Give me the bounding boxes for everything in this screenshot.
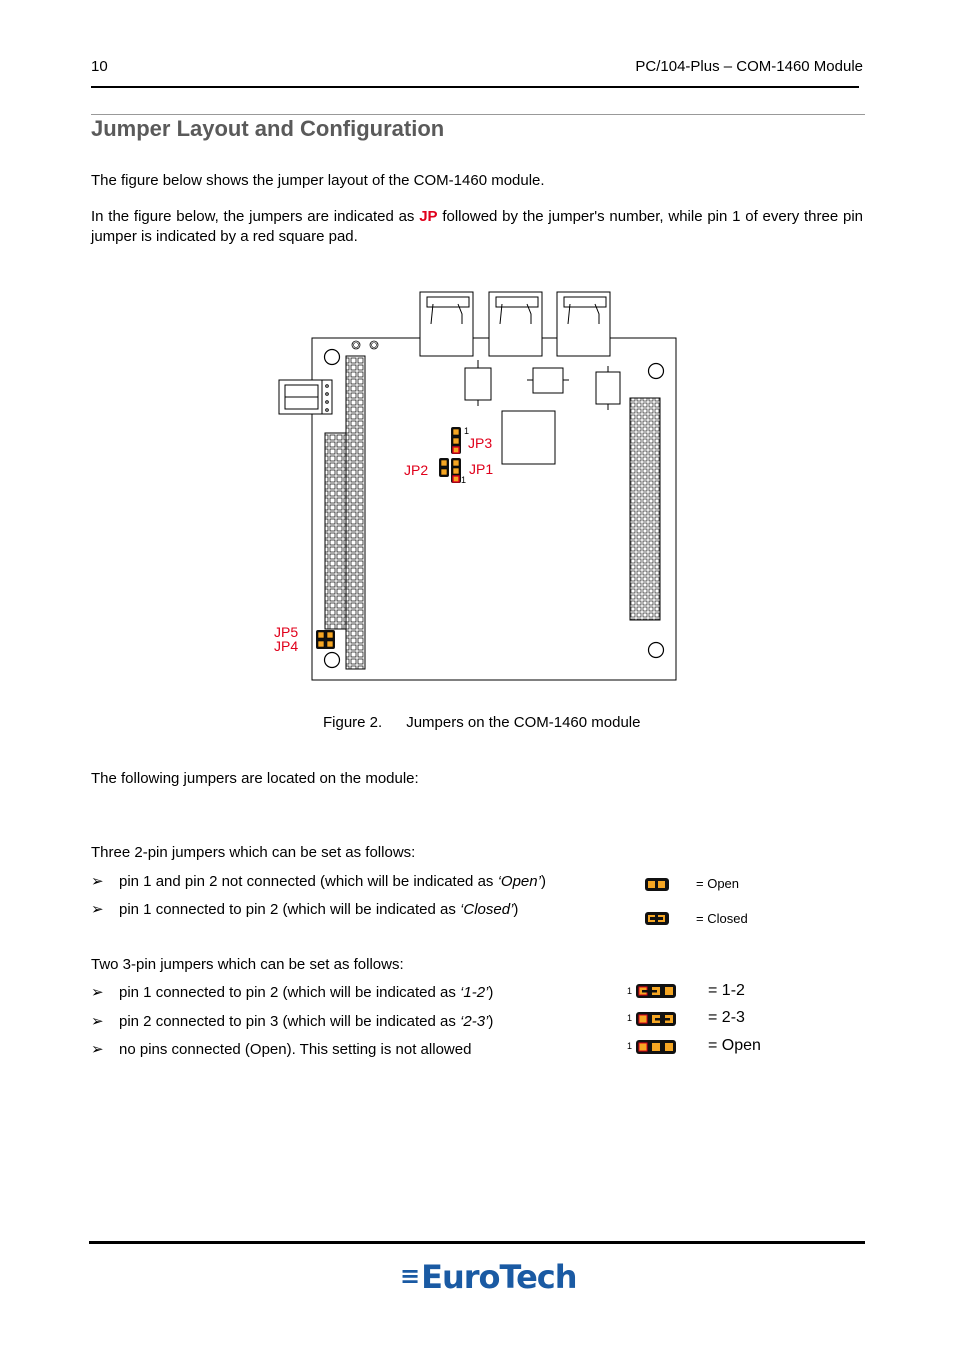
legend-1-2: = 1-2 xyxy=(708,982,745,999)
jp4-label: JP4 xyxy=(274,638,299,654)
pc104-connector-j1 xyxy=(346,356,365,669)
list-item: ➢ no pins connected (Open). This setting is not allowed xyxy=(91,1041,472,1058)
intro-paragraph: The figure below shows the jumper layout of the COM-1460 module. xyxy=(91,172,545,189)
list-item: ➢ pin 2 connected to pin 3 (which will be indicated as ‘2-3’) xyxy=(91,1013,494,1030)
list-item: ➢ pin 1 connected to pin 2 (which will be indicated as ‘Closed’) xyxy=(91,901,519,918)
three-pin-intro: Two 3-pin jumpers which can be set as follows: xyxy=(91,956,404,973)
pc104-connector-j2 xyxy=(325,433,346,629)
pci-connector xyxy=(630,398,660,620)
section-rule xyxy=(91,114,865,115)
jumper-jp4-jp5 xyxy=(316,630,335,649)
jumper-jp1 xyxy=(451,458,461,483)
jp1-pin1-label: 1 xyxy=(461,475,467,485)
document-title: PC/104-Plus – COM-1460 Module xyxy=(635,58,863,75)
pin1-marker: 1 xyxy=(627,1041,633,1051)
following-jumpers-text: The following jumpers are located on the module: xyxy=(91,770,419,787)
list-item: ➢ pin 1 and pin 2 not connected (which will be indicated as ‘Open’) xyxy=(91,873,546,890)
board-outline xyxy=(312,338,676,680)
jp3-label: JP3 xyxy=(468,435,493,451)
power-connector xyxy=(279,380,332,414)
two-pin-intro: Three 2-pin jumpers which can be set as follows: xyxy=(91,844,416,861)
jumper-1-2-icon xyxy=(636,984,676,998)
legend-2-3: = 2-3 xyxy=(708,1009,745,1026)
figure-caption: Figure 2. Jumpers on the COM-1460 module xyxy=(323,714,641,731)
jp5-label: JP5 xyxy=(274,624,299,640)
jumper-jp3 xyxy=(451,427,461,454)
usb-connectors xyxy=(420,292,610,356)
jumper-open-3pin-icon xyxy=(636,1040,676,1054)
legend-closed: = Closed xyxy=(696,911,748,926)
header-rule xyxy=(91,86,859,88)
list-item: ➢ pin 1 connected to pin 2 (which will be indicated as ‘1-2’) xyxy=(91,984,494,1001)
board-diagram xyxy=(270,285,690,685)
legend-open: = Open xyxy=(696,876,740,891)
two-pin-legend-icons xyxy=(644,877,674,927)
jumper-2-3-icon xyxy=(636,1012,676,1026)
footer-rule xyxy=(89,1241,865,1244)
eurotech-logo: ≡EuroTech xyxy=(400,1258,577,1296)
jp2-label: JP2 xyxy=(404,462,429,478)
jp3-pin1-label: 1 xyxy=(464,426,470,436)
jumper-open-icon xyxy=(645,878,669,891)
jumper-description-paragraph: In the figure below, the jumpers are indicated as JP followed by the jumper's number, while pin 1 of every three pin jumper is indicated by a red square pad. xyxy=(91,208,863,245)
jp1-label: JP1 xyxy=(469,461,494,477)
section-title: Jumper Layout and Configuration xyxy=(91,116,445,141)
pin1-marker: 1 xyxy=(627,986,633,996)
pin1-marker: 1 xyxy=(627,1013,633,1023)
legend-open-3pin: = Open xyxy=(708,1037,761,1054)
three-pin-legend-icons xyxy=(635,983,680,1058)
jumper-jp2 xyxy=(439,458,449,477)
jumper-closed-icon xyxy=(645,912,669,925)
page-number: 10 xyxy=(91,58,108,75)
